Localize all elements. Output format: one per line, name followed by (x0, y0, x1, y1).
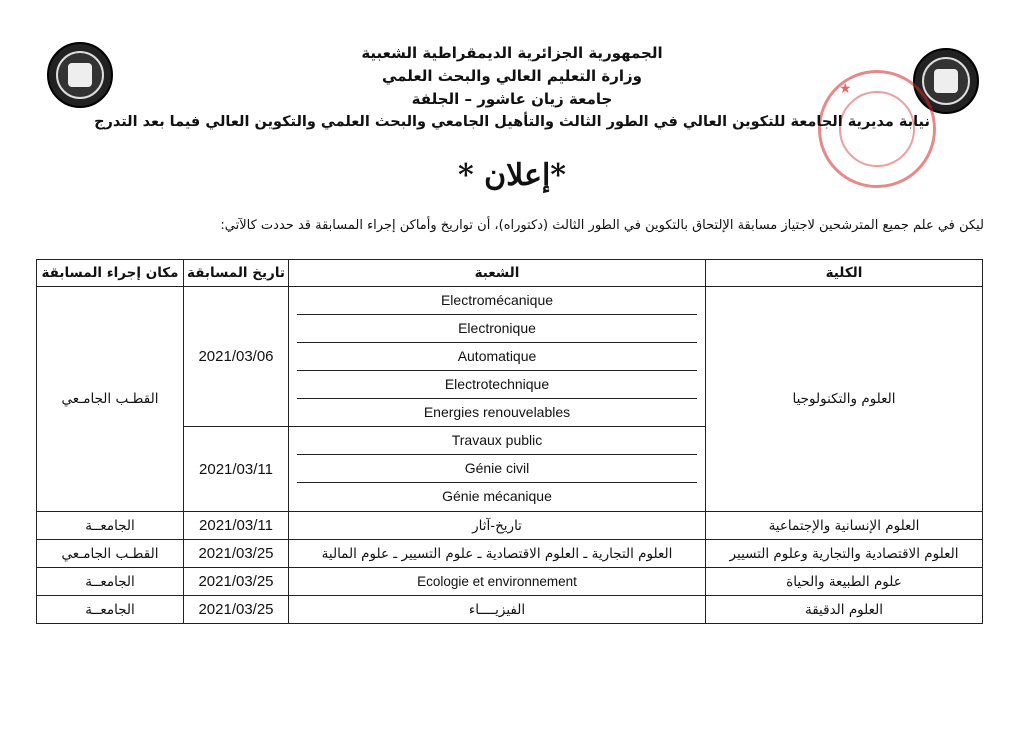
table-row (37, 512, 983, 540)
date-cell: 2021/03/11 (184, 427, 289, 512)
header-faculty: الكلية (706, 260, 983, 287)
announcement-intro: ليكن في علم جميع المترشحين لاجتياز مسابقة الإلتحاق بالتكوين في الطور الثالث (دكتوراه)، أن تواريخ وأماكن إجراء المسابقة قد حددت كالآتي: (220, 218, 984, 233)
date-cell: 2021/03/06 (184, 287, 289, 427)
header-specialty: الشعبة (289, 260, 706, 287)
place-cell: الجامعــة (37, 568, 184, 596)
faculty-cell: العلوم الاقتصادية والتجارية وعلوم التسيير (706, 540, 983, 568)
specialty-item: Energies renouvelables (423, 404, 571, 420)
table-header-row (37, 260, 983, 287)
table-row (37, 596, 983, 624)
specialty-cell: Ecologie et environnement (289, 568, 706, 596)
specialty-item: Automatique (297, 343, 697, 371)
place-cell: الجامعــة (37, 596, 184, 624)
announcement-title: *إعلان * (458, 158, 566, 193)
specialty-item: Génie civil (297, 455, 697, 483)
header-ministry: وزارة التعليم العالي والبحث العلمي (381, 67, 643, 85)
date-cell: 2021/03/25 (184, 568, 289, 596)
header-directorate: نيابة مديرية الجامعة للتكوين العالي في الطور الثالث والتأهيل الجامعي والبحث العلمي والتكوين العالي فيما بعد التدرج (94, 114, 930, 130)
faculty-cell: العلوم الدقيقة (706, 596, 983, 624)
specialty-item: Travaux public (297, 427, 697, 455)
faculty-cell: علوم الطبيعة والحياة (706, 568, 983, 596)
place-cell: القطـب الجامـعي (37, 540, 184, 568)
document-header (0, 42, 1024, 134)
date-cell: 2021/03/25 (184, 596, 289, 624)
faculty-cell: العلوم والتكنولوجيا (706, 287, 983, 512)
specialty-item: Electrotechnique (297, 371, 697, 399)
specialty-group-cell (289, 287, 706, 427)
header-place: مكان إجراء المسابقة (37, 260, 184, 287)
specialty-cell: العلوم التجارية ـ العلوم الاقتصادية ـ علوم التسيير ـ علوم المالية (289, 540, 706, 568)
date-cell: 2021/03/11 (184, 512, 289, 540)
header-date: تاريخ المسابقة (184, 260, 289, 287)
faculty-cell: العلوم الإنسانية والإجتماعية (706, 512, 983, 540)
place-cell: الجامعــة (37, 512, 184, 540)
header-university: جامعة زيان عاشور – الجلفة (411, 90, 613, 108)
stamp-star-icon: ★ (839, 81, 852, 97)
specialty-cell: الفيزيــــاء (289, 596, 706, 624)
table-row (37, 287, 983, 427)
table-row (37, 540, 983, 568)
specialty-group-cell (289, 427, 706, 512)
header-republic: الجمهورية الجزائرية الديمقراطية الشعبية (361, 44, 663, 62)
specialty-cell: تاريخ-آثار (289, 512, 706, 540)
specialty-item: Electromécanique (297, 287, 697, 315)
exam-schedule-table (36, 259, 983, 624)
place-cell: القطـب الجامـعي (37, 287, 184, 512)
table-row (37, 568, 983, 596)
date-cell: 2021/03/25 (184, 540, 289, 568)
specialty-item: Génie mécanique (442, 488, 552, 504)
specialty-item: Electronique (297, 315, 697, 343)
